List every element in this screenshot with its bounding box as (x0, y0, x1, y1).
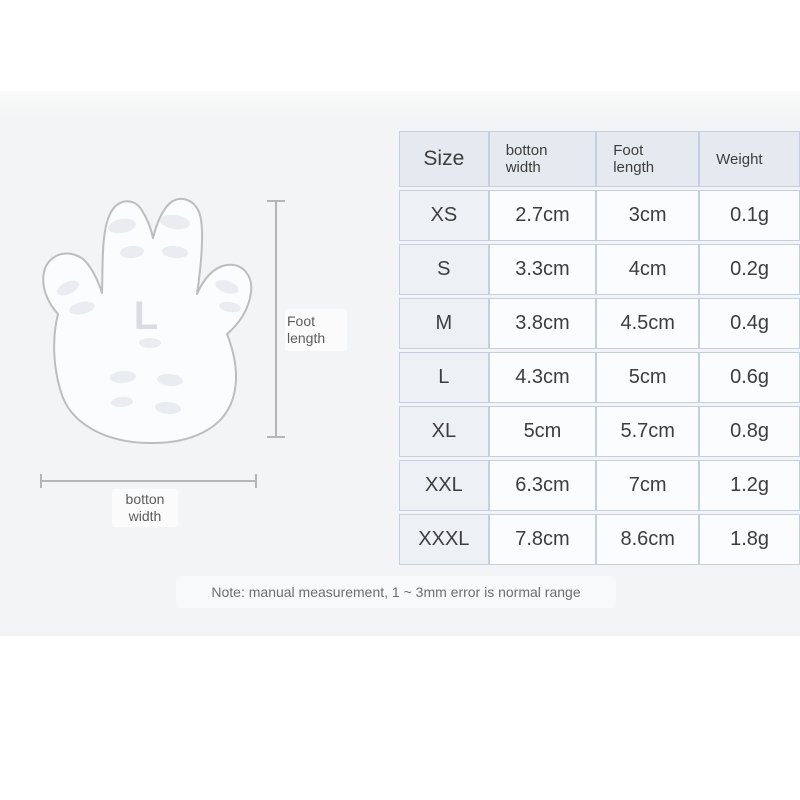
bottom-width-cell: 7.8cm (489, 514, 597, 565)
foot-length-cell: 5cm (596, 352, 699, 403)
content-band (0, 91, 800, 636)
weight-cell: 0.1g (699, 190, 800, 241)
table-row-xxxl (399, 514, 800, 565)
foot-length-cell: 4cm (596, 244, 699, 295)
weight-cell: 0.2g (699, 244, 800, 295)
measurement-note: Note: manual measurement, 1 ~ 3mm error is normal range (176, 576, 616, 608)
bottom-width-cell: 3.3cm (489, 244, 597, 295)
table-row-m (399, 298, 800, 349)
size-cell: S (399, 244, 489, 295)
size-cell: L (399, 352, 489, 403)
bottom-width-label: botton width (112, 489, 178, 527)
weight-cell: 1.2g (699, 460, 800, 511)
size-cell: XL (399, 406, 489, 457)
col-header-bottom-width: botton width (489, 131, 597, 187)
size-cell: XS (399, 190, 489, 241)
foot-length-cell: 3cm (596, 190, 699, 241)
table-row-xl (399, 406, 800, 457)
col-header-weight: Weight (699, 131, 800, 187)
foot-length-cell: 4.5cm (596, 298, 699, 349)
size-table-header-row (399, 131, 800, 187)
bottom-width-cell: 3.8cm (489, 298, 597, 349)
bottom-width-cell: 2.7cm (489, 190, 597, 241)
table-row-xs (399, 190, 800, 241)
paw-illustration (40, 195, 260, 453)
size-cell: M (399, 298, 489, 349)
foot-length-cell: 7cm (596, 460, 699, 511)
paw-size-letter: L (133, 294, 159, 338)
bottom-width-cell: 5cm (489, 406, 597, 457)
bottom-width-cell: 4.3cm (489, 352, 597, 403)
foot-length-cell: 8.6cm (596, 514, 699, 565)
table-row-l (399, 352, 800, 403)
size-cell: XXL (399, 460, 489, 511)
size-table (399, 128, 800, 568)
size-cell: XXXL (399, 514, 489, 565)
table-row-xxl (399, 460, 800, 511)
weight-cell: 1.8g (699, 514, 800, 565)
foot-length-label: Foot length (285, 309, 347, 351)
col-header-foot-length: Foot length (596, 131, 699, 187)
bottom-width-cell: 6.3cm (489, 460, 597, 511)
weight-cell: 0.8g (699, 406, 800, 457)
foot-length-dimension-line (275, 200, 277, 438)
foot-length-cell: 5.7cm (596, 406, 699, 457)
bottom-width-dimension-line (40, 480, 257, 482)
weight-cell: 0.6g (699, 352, 800, 403)
col-header-size: Size (399, 131, 489, 187)
table-row-s (399, 244, 800, 295)
weight-cell: 0.4g (699, 298, 800, 349)
